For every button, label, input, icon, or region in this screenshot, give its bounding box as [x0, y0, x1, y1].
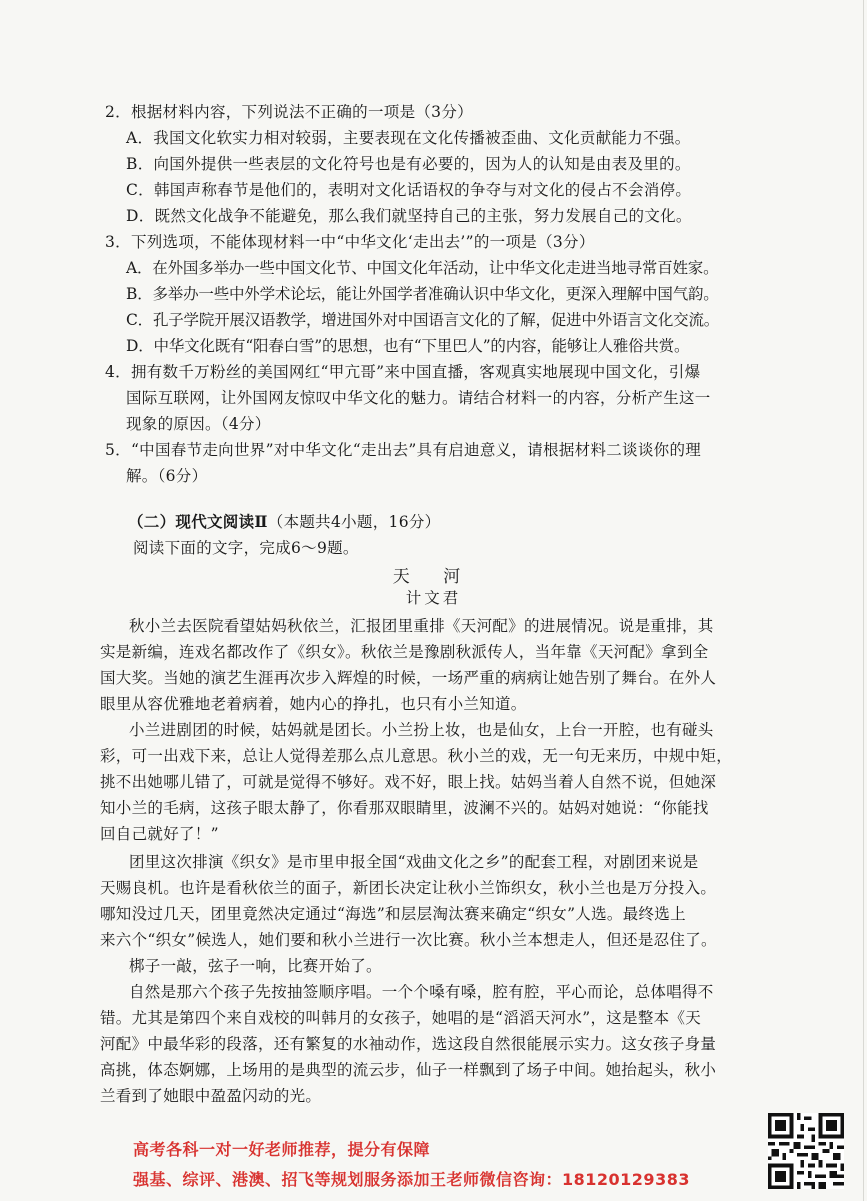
article-line: 眼里从容优雅地老着病着，她内心的挣扎，也只有小兰知道。: [100, 695, 527, 713]
question-2-option-b: B．向国外提供一些表层的文化符号也是有必要的，因为人的认知是由表及里的。: [126, 155, 691, 173]
question-2-stem: 2．根据材料内容，下列说法不正确的一项是（3分）: [105, 103, 473, 121]
article-line: 河配》中最华彩的段落，还有繁复的水袖动作，选这段自然很能展示实力。这女孩子身量: [100, 1035, 717, 1053]
question-2-option-d: D．既然文化战争不能避免，那么我们就坚持自己的主张，努力发展自己的文化。: [126, 207, 692, 225]
qr-code-icon: [768, 1113, 844, 1189]
article-line: 知小兰的毛病，这孩子眼太静了，你看那双眼睛里，波澜不兴的。姑妈对她说：“你能找: [100, 799, 709, 817]
article-line: 国大奖。当她的演艺生涯再次步入辉煌的时候，一场严重的病病让她告别了舞台。在外人: [100, 669, 717, 687]
question-3-option-c: C．孔子学院开展汉语教学，增进国外对中国语言文化的了解，促进中外语言文化交流。: [126, 311, 720, 329]
footer-ad-line-1: 高考各科一对一好老师推荐，提分有保障: [133, 1140, 431, 1159]
section-heading: [128, 510, 440, 532]
article-line: 小兰进剧团的时候，姑妈就是团长。小兰扮上妆，也是仙女，上台一开腔，也有碰头: [129, 721, 714, 739]
article-line: 来六个“织女”候选人，她们要和秋小兰进行一次比赛。秋小兰本想走人，但还是忍住了。: [100, 931, 717, 949]
article-line: 自然是那六个孩子先按抽签顺序唱。一个个嗓有嗓，腔有腔，平心而论，总体唱得不: [129, 983, 714, 1001]
article-line: 彩，可一出戏下来，总让人觉得差那么点儿意思。秋小兰的戏，无一句无来历，中规中矩，: [100, 747, 733, 765]
article-line: 兰看到了她眼中盈盈闪动的光。: [100, 1087, 322, 1105]
question-5-line-1: 5．“中国春节走向世界”对中华文化“走出去”具有启迪意义，请根据材料二谈谈你的理: [105, 441, 702, 459]
article-line: 挑不出她哪儿错了，可就是觉得不够好。戏不好，眼上找。姑妈当着人自然不说，但她深: [100, 773, 717, 791]
article-line: 天赐良机。也许是看秋依兰的面子，新团长决定让秋小兰饰织女，秋小兰也是万分投入。: [100, 879, 717, 897]
article-line: 梆子一敲，弦子一响，比赛开始了。: [129, 957, 382, 975]
article-line: 哪知没过几天，团里竟然决定通过“海选”和层层淘汰赛来确定“织女”人选。最终选上: [100, 905, 686, 923]
question-4-line-1: 4．拥有数千万粉丝的美国网红“甲亢哥”来中国直播，客观真实地展现中国文化，引爆: [105, 363, 701, 381]
question-3-option-a: A．在外国多举办一些中国文化节、中国文化年活动，让中华文化走进当地寻常百姓家。: [126, 259, 719, 277]
question-3-stem: 3．下列选项，不能体现材料一中“中华文化‘走出去’”的一项是（3分）: [105, 233, 595, 251]
article-line: 秋小兰去医院看望姑妈秋依兰，汇报团里重排《天河配》的进展情况。说是重排，其: [129, 617, 714, 635]
article-line: 高挑，体态婀娜，上场用的是典型的流云步，仙子一样飘到了场子中间。她抬起头，秋小: [100, 1061, 717, 1079]
footer-ad-line-2: 强基、综评、港澳、招飞等规划服务添加王老师微信咨询：18120129383: [133, 1170, 690, 1189]
section-heading-title: （二）现代文阅读Ⅱ: [128, 512, 268, 531]
article-title: 天 河: [392, 567, 475, 587]
question-3-option-d: D．中华文化既有“阳春白雪”的思想，也有“下里巴人”的内容，能够让人雅俗共赏。: [126, 337, 690, 355]
page-edge-divider: [863, 0, 864, 1201]
question-2-option-c: C．韩国声称春节是他们的，表明对文化话语权的争夺与对文化的侵占不会消停。: [126, 181, 692, 199]
question-4-line-2: 国际互联网，让外国网友惊叹中华文化的魅力。请结合材料一的内容，分析产生这一: [126, 389, 711, 407]
article-line: 回自己就好了！”: [100, 825, 219, 843]
section-heading-note: （本题共4小题，16分）: [267, 513, 441, 531]
question-4-line-3: 现象的原因。（4分）: [126, 415, 271, 433]
article-line: 错。尤其是第四个来自戏校的叫韩月的女孩子，她唱的是“滔滔天河水”，这是整本《天: [100, 1009, 702, 1027]
question-5-line-2: 解。（6分）: [126, 467, 208, 485]
question-3-option-b: B．多举办一些中外学术论坛，能让外国学者准确认识中华文化，更深入理解中国气韵。: [126, 285, 719, 303]
article-line: 实是新编，连戏名都改作了《织女》。秋依兰是豫剧秋派传人，当年靠《天河配》拿到全: [100, 643, 709, 661]
question-2-option-a: A．我国文化软实力相对较弱，主要表现在文化传播被歪曲、文化贡献能力不强。: [126, 129, 691, 147]
article-author: 计文君: [405, 589, 462, 607]
article-line: 团里这次排演《织女》是市里申报全国“戏曲文化之乡”的配套工程，对剧团来说是: [129, 853, 699, 871]
section-instruction: 阅读下面的文字，完成6～9题。: [133, 539, 359, 557]
